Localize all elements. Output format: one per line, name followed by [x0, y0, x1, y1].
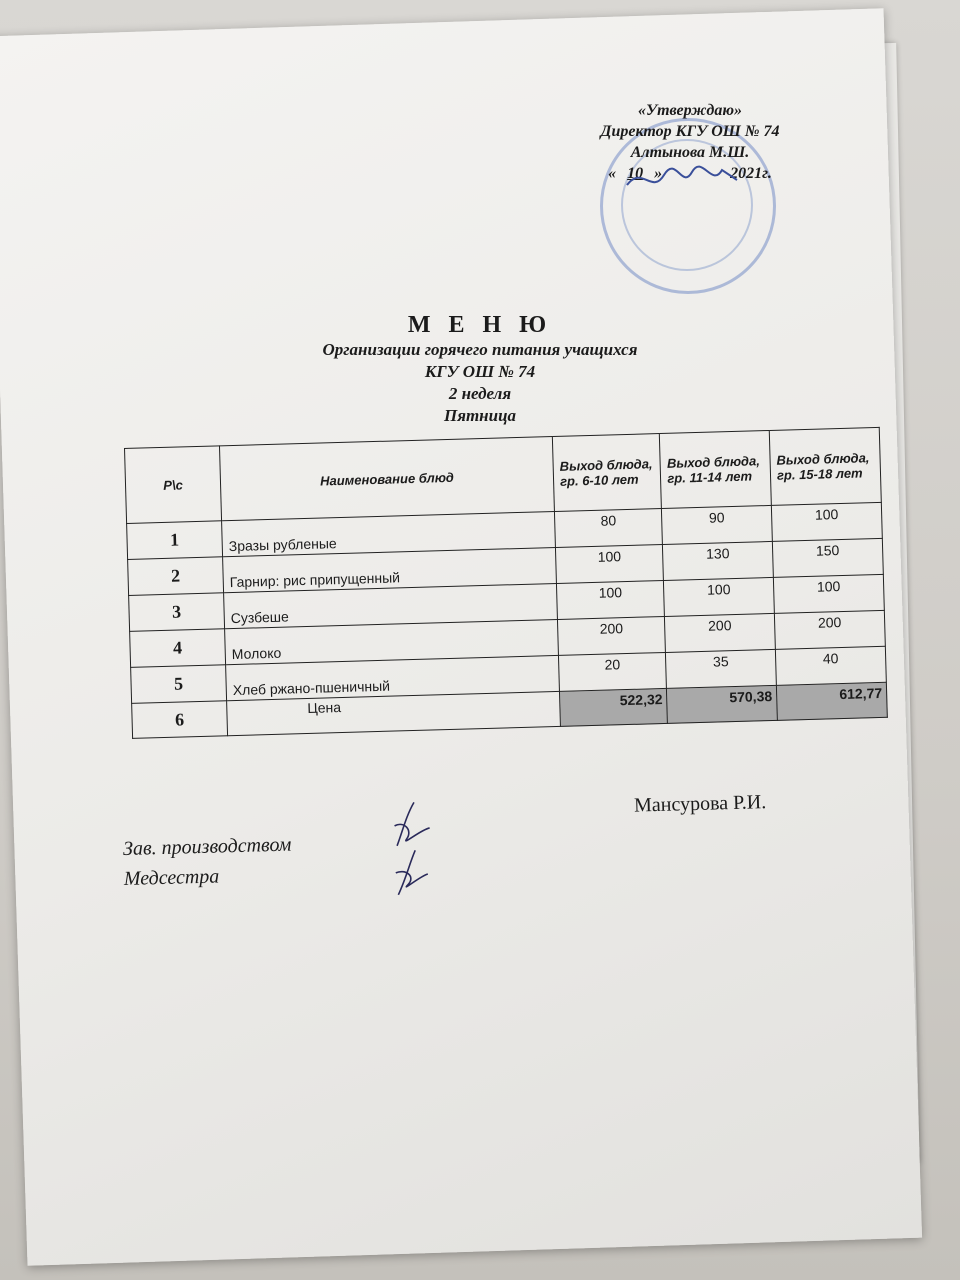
row-num: 3	[129, 593, 225, 632]
yield-6-10: 200	[557, 616, 665, 655]
dish-name: Молоко	[225, 619, 559, 664]
yield-6-10: 100	[555, 544, 663, 583]
yield-15-18: 150	[772, 538, 883, 577]
price-label: Цена	[227, 691, 561, 735]
price-15-18: 612,77	[776, 682, 887, 720]
yield-15-18: 100	[773, 574, 884, 613]
dish-name: Сузбеше	[224, 583, 558, 628]
yield-11-14: 130	[663, 541, 774, 580]
menu-table-wrapper	[124, 427, 888, 739]
row-num: 4	[130, 629, 226, 668]
yield-11-14: 100	[664, 577, 775, 616]
menu-table	[124, 427, 888, 739]
approval-line-3: Алтынова М.Ш.	[630, 144, 750, 161]
dish-name: Зразы рубленые	[222, 512, 556, 557]
header-yield-11-14: Выход блюда, гр. 11-14 лет	[660, 430, 772, 508]
production-signature	[384, 800, 435, 851]
header-yield-6-10: Выход блюда, гр. 6-10 лет	[552, 434, 661, 512]
yield-11-14: 200	[665, 613, 776, 652]
date-day: 10	[627, 165, 644, 182]
director-signature	[622, 160, 742, 200]
yield-15-18: 40	[775, 646, 886, 685]
subtitle: Организации горячего питания учащихся	[322, 340, 638, 359]
yield-15-18: 100	[771, 502, 882, 541]
dish-name: Хлеб ржано-пшеничный	[226, 655, 560, 700]
dish-name: Гарнир: рис припущенный	[223, 547, 557, 592]
header-num: Р\с	[125, 446, 222, 524]
production-name: Мансурова Р.И.	[633, 791, 767, 817]
title-block	[240, 312, 720, 427]
yield-6-10: 20	[558, 652, 666, 691]
menu-title: М Е Н Ю	[407, 312, 553, 338]
yield-6-10: 100	[556, 580, 664, 619]
price-6-10: 522,32	[559, 688, 667, 726]
week-label: 2 неделя	[448, 384, 512, 403]
row-num: 6	[132, 701, 228, 739]
row-num: 5	[131, 665, 227, 704]
nurse-signature	[387, 848, 438, 899]
approval-date: « 10 » 2021г.	[608, 165, 772, 182]
approval-line-1: «Утверждаю»	[637, 102, 743, 119]
date-year: 2021г.	[730, 165, 772, 182]
header-dish-name: Наименование блюд	[219, 437, 554, 521]
production-role: Зав. производством	[122, 833, 292, 860]
yield-6-10: 80	[554, 509, 662, 548]
yield-11-14: 90	[662, 505, 773, 544]
day-label: Пятница	[443, 406, 517, 425]
header-yield-15-18: Выход блюда, гр. 15-18 лет	[769, 427, 881, 505]
nurse-role: Медсестра	[123, 865, 220, 890]
yield-15-18: 200	[774, 610, 885, 649]
approval-line-2: Директор КГУ ОШ № 74	[600, 123, 780, 140]
row-num: 2	[128, 557, 224, 596]
price-11-14: 570,38	[667, 685, 778, 723]
row-num: 1	[127, 521, 223, 560]
yield-11-14: 35	[666, 649, 777, 688]
school-name: КГУ ОШ № 74	[424, 362, 536, 381]
